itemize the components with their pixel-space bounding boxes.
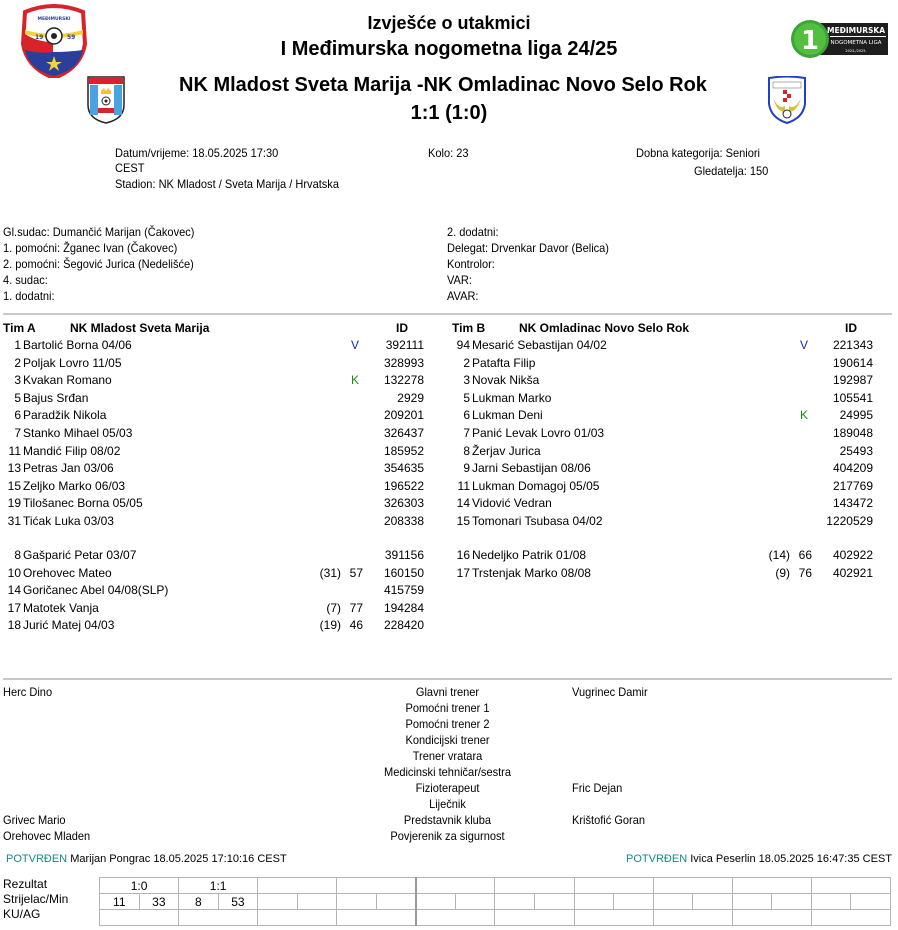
- player-number: 14: [456, 496, 470, 511]
- player-id: 228420: [383, 618, 424, 633]
- team-a-label: Tim A: [3, 321, 36, 335]
- team-b-label: Tim B: [452, 321, 486, 335]
- player-row: [0, 495, 439, 512]
- staff-role: Glavni trener: [415, 685, 480, 699]
- label-result: Rezultat: [3, 877, 48, 891]
- player-number: 7: [14, 426, 21, 440]
- player-number: 5: [14, 390, 21, 405]
- staff-role: Povjerenik za sigurnost: [390, 829, 505, 843]
- player-id: 189048: [832, 426, 873, 440]
- player-number: 13: [7, 461, 21, 476]
- svg-text:1: 1: [800, 26, 820, 56]
- result-cell: [732, 878, 811, 894]
- match-stadium: Stadion: NK Mladost / Sveta Marija / Hrvatska: [115, 177, 339, 191]
- staff-role: Pomoćni trener 1: [405, 701, 490, 715]
- player-row: [0, 425, 439, 442]
- away-confirmation: [626, 853, 892, 865]
- player-number: 11: [457, 478, 470, 493]
- score-grid: [99, 877, 891, 926]
- official-left: 2. pomoćni: Šegović Jurica (Nedelišće): [3, 257, 194, 271]
- player-id: 391156: [384, 548, 424, 562]
- scorer-cell: [653, 894, 693, 910]
- substituted-for: (14): [768, 548, 790, 562]
- player-name: Stanko Mihael 05/03: [23, 426, 133, 440]
- away-team-name: NK Omladinac Novo Selo Rok: [423, 74, 707, 96]
- scorer-cell: [535, 894, 575, 910]
- ku-ag-cell: [258, 910, 337, 926]
- ku-ag-cell: [416, 910, 495, 926]
- player-id: 415759: [383, 583, 424, 598]
- scorer-cell: 53: [218, 894, 258, 910]
- staff-role: Liječnik: [429, 797, 466, 811]
- player-row: [0, 390, 439, 407]
- player-id: 185952: [383, 443, 424, 458]
- result-cell: [574, 878, 653, 894]
- player-number: 2: [463, 355, 470, 370]
- player-name: Lukman Marko: [472, 390, 552, 405]
- player-row: [0, 372, 439, 389]
- player-row: [448, 460, 888, 477]
- sub-row: [448, 565, 888, 582]
- sub-row: [0, 600, 439, 617]
- player-id: 194284: [383, 600, 424, 615]
- away-confirmation-status: POTVRĐEN: [626, 853, 688, 865]
- result-cell: [337, 878, 416, 894]
- substituted-for: (31): [319, 565, 341, 580]
- player-number: 94: [456, 338, 470, 352]
- official-left: 4. sudac:: [3, 273, 48, 287]
- player-id: 143472: [832, 496, 873, 511]
- svg-text:NOGOMETNA LIGA: NOGOMETNA LIGA: [830, 40, 882, 46]
- scorer-cell: [732, 894, 772, 910]
- team-a-id-header: ID: [396, 321, 408, 335]
- player-number: 19: [7, 496, 21, 511]
- player-row: [448, 495, 888, 512]
- divider-staff: [3, 678, 892, 680]
- score-grid-row-kuag: [100, 910, 891, 926]
- player-name: Jarni Sebastijan 08/06: [472, 461, 591, 476]
- match-separator: -: [416, 74, 424, 96]
- scorer-cell: [258, 894, 298, 910]
- ku-ag-cell: [100, 910, 179, 926]
- staff-away: Vugrinec Damir: [572, 685, 648, 699]
- sub-minute: 77: [349, 600, 363, 615]
- staff-home: Herc Dino: [3, 685, 53, 699]
- player-name: Mesarić Sebastijan 04/02: [472, 338, 607, 352]
- result-cell: 1:0: [100, 878, 179, 894]
- scorer-cell: [614, 894, 654, 910]
- staff-role: Predstavnik kluba: [403, 813, 492, 827]
- player-number: 2: [14, 355, 21, 370]
- official-right: Kontrolor:: [447, 257, 495, 271]
- sub-row: [0, 617, 439, 634]
- player-number: 6: [463, 408, 470, 423]
- substituted-for: (9): [775, 565, 790, 580]
- official-left: 1. dodatni:: [3, 289, 55, 303]
- player-id: 1220529: [826, 514, 873, 528]
- sub-row: [0, 565, 439, 582]
- staff-home: Orehovec Mladen: [3, 829, 91, 843]
- substituted-for: (7): [326, 600, 341, 615]
- sub-name: Matotek Vanja: [23, 600, 99, 615]
- player-name: Žerjav Jurica: [472, 443, 541, 458]
- scorer-cell: [772, 894, 812, 910]
- official-right: 2. dodatni:: [447, 225, 499, 239]
- team-b-name: NK Omladinac Novo Selo Rok: [519, 321, 690, 335]
- player-row: [448, 355, 888, 372]
- scorer-cell: 11: [100, 894, 140, 910]
- sub-number: 14: [7, 583, 21, 598]
- sub-minute: 46: [349, 618, 363, 633]
- player-number: 5: [463, 390, 470, 405]
- player-id: 105541: [832, 390, 873, 405]
- player-number: 8: [463, 443, 470, 458]
- home-team-name: NK Mladost Sveta Marija: [179, 74, 412, 96]
- player-number: 15: [7, 478, 21, 493]
- official-left: 1. pomoćni: Žganec Ivan (Čakovec): [3, 241, 178, 255]
- svg-text:MEĐIMURSKA: MEĐIMURSKA: [826, 26, 886, 35]
- label-ku-ag: KU/AG: [3, 907, 41, 921]
- league-title: I Međimurska nogometna liga 24/25: [280, 38, 618, 60]
- ku-ag-cell: [811, 910, 890, 926]
- player-id: 328993: [383, 355, 424, 370]
- team-a-name: NK Mladost Sveta Marija: [70, 321, 210, 335]
- age-category: Dobna kategorija: Seniori: [636, 146, 760, 160]
- match-datetime: Datum/vrijeme: 18.05.2025 17:30: [115, 146, 279, 160]
- sub-number: 10: [7, 565, 21, 580]
- player-number: 3: [463, 373, 470, 388]
- goalkeeper-mark: K: [799, 408, 808, 423]
- scorer-cell: [811, 894, 851, 910]
- federation-logo-text: MEĐIMURSKI: [37, 17, 71, 22]
- attendance: Gledatelja: 150: [694, 164, 769, 178]
- staff-role: Pomoćni trener 2: [405, 717, 490, 731]
- player-name: Vidović Vedran: [472, 496, 552, 511]
- player-id: 217769: [832, 478, 873, 493]
- player-id: 404209: [832, 461, 873, 476]
- score-grid-row-result: [100, 878, 891, 894]
- player-name: Tilošanec Borna 05/05: [23, 496, 143, 511]
- player-id: 326437: [383, 426, 424, 440]
- official-right: VAR:: [447, 273, 472, 287]
- substituted-for: (19): [319, 618, 341, 633]
- captain-mark: V: [350, 338, 359, 352]
- scorer-cell: [337, 894, 377, 910]
- away-confirmation-text: Ivica Peserlin 18.05.2025 16:47:35 CEST: [690, 853, 892, 865]
- scorer-cell: [574, 894, 614, 910]
- player-id: 209201: [383, 408, 424, 423]
- label-scorer: Strijelac/Min: [3, 892, 69, 906]
- league-logo: [790, 19, 890, 59]
- player-number: 9: [463, 461, 470, 476]
- match-timezone: CEST: [115, 161, 145, 175]
- scorer-cell: [376, 894, 416, 910]
- scorer-cell: [416, 894, 456, 910]
- scorer-cell: [495, 894, 535, 910]
- player-id: 392111: [385, 338, 424, 352]
- sub-number: 8: [14, 548, 21, 562]
- sub-name: Orehovec Mateo: [23, 565, 112, 580]
- sub-minute: 66: [798, 548, 812, 562]
- player-row: [448, 478, 888, 495]
- player-row: [0, 443, 439, 460]
- player-number: 15: [456, 514, 470, 528]
- team-b-id-header: ID: [845, 321, 857, 335]
- staff-role: Medicinski tehničar/sestra: [383, 765, 512, 779]
- official-right: AVAR:: [447, 289, 479, 303]
- scorer-cell: [851, 894, 891, 910]
- player-id: 208338: [383, 514, 424, 528]
- player-row: [448, 443, 888, 460]
- sub-number: 17: [456, 565, 470, 580]
- sub-row: [448, 547, 888, 564]
- sub-name: Jurić Matej 04/03: [23, 618, 115, 633]
- sub-number: 18: [7, 618, 21, 633]
- player-row: [448, 390, 888, 407]
- staff-role: Fizioterapeut: [415, 781, 480, 795]
- player-name: Petras Jan 03/06: [23, 461, 114, 476]
- scorer-cell: [297, 894, 337, 910]
- player-name: Patafta Filip: [472, 355, 536, 370]
- player-id: 2929: [397, 390, 424, 405]
- scorer-cell: [693, 894, 733, 910]
- player-row: [448, 425, 888, 442]
- player-name: Lukman Deni: [472, 408, 543, 423]
- svg-text:2024./2025.: 2024./2025.: [845, 49, 867, 53]
- home-confirmation-text: Marijan Pongrac 18.05.2025 17:10:16 CEST: [70, 853, 287, 865]
- player-number: 31: [7, 514, 21, 528]
- sub-name: Nedeljko Patrik 01/08: [472, 548, 587, 562]
- result-cell: [653, 878, 732, 894]
- result-cell: [811, 878, 890, 894]
- player-id: 196522: [383, 478, 424, 493]
- scorer-cell: 8: [179, 894, 219, 910]
- sub-minute: 57: [349, 565, 363, 580]
- staff-away: Fric Dejan: [572, 781, 623, 795]
- player-name: Panić Levak Lovro 01/03: [472, 426, 605, 440]
- player-row: [0, 460, 439, 477]
- score-grid-labels: [3, 877, 68, 922]
- player-row: [0, 478, 439, 495]
- player-id: 190614: [832, 355, 873, 370]
- player-id: 160150: [383, 565, 424, 580]
- scorer-cell: [455, 894, 495, 910]
- staff-role: Trener vratara: [412, 749, 483, 763]
- player-row: [0, 513, 439, 530]
- home-confirmation: [6, 853, 287, 865]
- player-number: 1: [14, 338, 21, 352]
- goalkeeper-mark: K: [350, 373, 359, 388]
- player-number: 6: [14, 408, 21, 423]
- player-row: [0, 337, 439, 354]
- svg-text:59: 59: [67, 34, 76, 41]
- sub-row: [0, 582, 439, 599]
- player-id: 221343: [832, 338, 873, 352]
- scorer-cell: 33: [139, 894, 179, 910]
- player-id: 354635: [383, 461, 424, 476]
- player-name: Tićak Luka 03/03: [23, 514, 114, 528]
- sub-name: Trstenjak Marko 08/08: [472, 565, 591, 580]
- player-row: [448, 513, 888, 530]
- sub-row: [0, 547, 439, 564]
- home-confirmation-status: POTVRĐEN: [6, 853, 68, 865]
- final-score: 1:1 (1:0): [410, 102, 488, 124]
- player-id: 24995: [839, 408, 873, 423]
- player-name: Paradžik Nikola: [23, 408, 107, 423]
- player-number: 3: [14, 373, 21, 388]
- ku-ag-cell: [732, 910, 811, 926]
- player-name: Bajus Srđan: [23, 390, 89, 405]
- player-row: [448, 407, 888, 424]
- player-name: Mandić Filip 08/02: [23, 443, 121, 458]
- divider-top: [3, 313, 892, 315]
- player-name: Zeljko Marko 06/03: [23, 478, 126, 493]
- ku-ag-cell: [653, 910, 732, 926]
- player-id: 402922: [832, 548, 873, 562]
- player-number: 7: [463, 426, 470, 440]
- ku-ag-cell: [574, 910, 653, 926]
- captain-mark: V: [799, 338, 808, 352]
- report-title: Izvješće o utakmici: [367, 13, 531, 33]
- sub-name: Goričanec Abel 04/08(SLP): [23, 583, 169, 598]
- result-cell: 1:1: [179, 878, 258, 894]
- ku-ag-cell: [337, 910, 416, 926]
- player-name: Bartolić Borna 04/06: [23, 338, 132, 352]
- official-left: Gl.sudac: Dumančić Marijan (Čakovec): [3, 225, 195, 239]
- match-round: Kolo: 23: [428, 146, 469, 160]
- player-id: 326303: [383, 496, 424, 511]
- player-row: [448, 372, 888, 389]
- match-title: [179, 74, 707, 97]
- staff-home: Grivec Mario: [3, 813, 66, 827]
- sub-number: 17: [7, 600, 21, 615]
- sub-name: Gašparić Petar 03/07: [23, 548, 137, 562]
- player-row: [0, 407, 439, 424]
- result-cell: [495, 878, 574, 894]
- ku-ag-cell: [179, 910, 258, 926]
- score-grid-row-scorer: [100, 894, 891, 910]
- sub-number: 16: [456, 548, 470, 562]
- ku-ag-cell: [495, 910, 574, 926]
- player-number: 11: [8, 443, 21, 458]
- result-cell: [258, 878, 337, 894]
- sub-minute: 76: [798, 565, 812, 580]
- player-id: 132278: [383, 373, 424, 388]
- official-right: Delegat: Drvenkar Davor (Belica): [447, 241, 609, 255]
- player-name: Kvakan Romano: [23, 373, 112, 388]
- player-id: 25493: [839, 443, 873, 458]
- player-row: [0, 355, 439, 372]
- player-name: Poljak Lovro 11/05: [23, 355, 122, 370]
- player-id: 192987: [832, 373, 873, 388]
- staff-away: Krištofić Goran: [572, 813, 646, 827]
- player-row: [448, 337, 888, 354]
- player-id: 402921: [832, 565, 873, 580]
- staff-role: Kondicijski trener: [405, 733, 490, 747]
- svg-text:19: 19: [35, 34, 44, 41]
- player-name: Lukman Domagoj 05/05: [472, 478, 600, 493]
- result-cell: [416, 878, 495, 894]
- player-name: Tomonari Tsubasa 04/02: [472, 514, 603, 528]
- player-name: Novak Nikša: [472, 373, 540, 388]
